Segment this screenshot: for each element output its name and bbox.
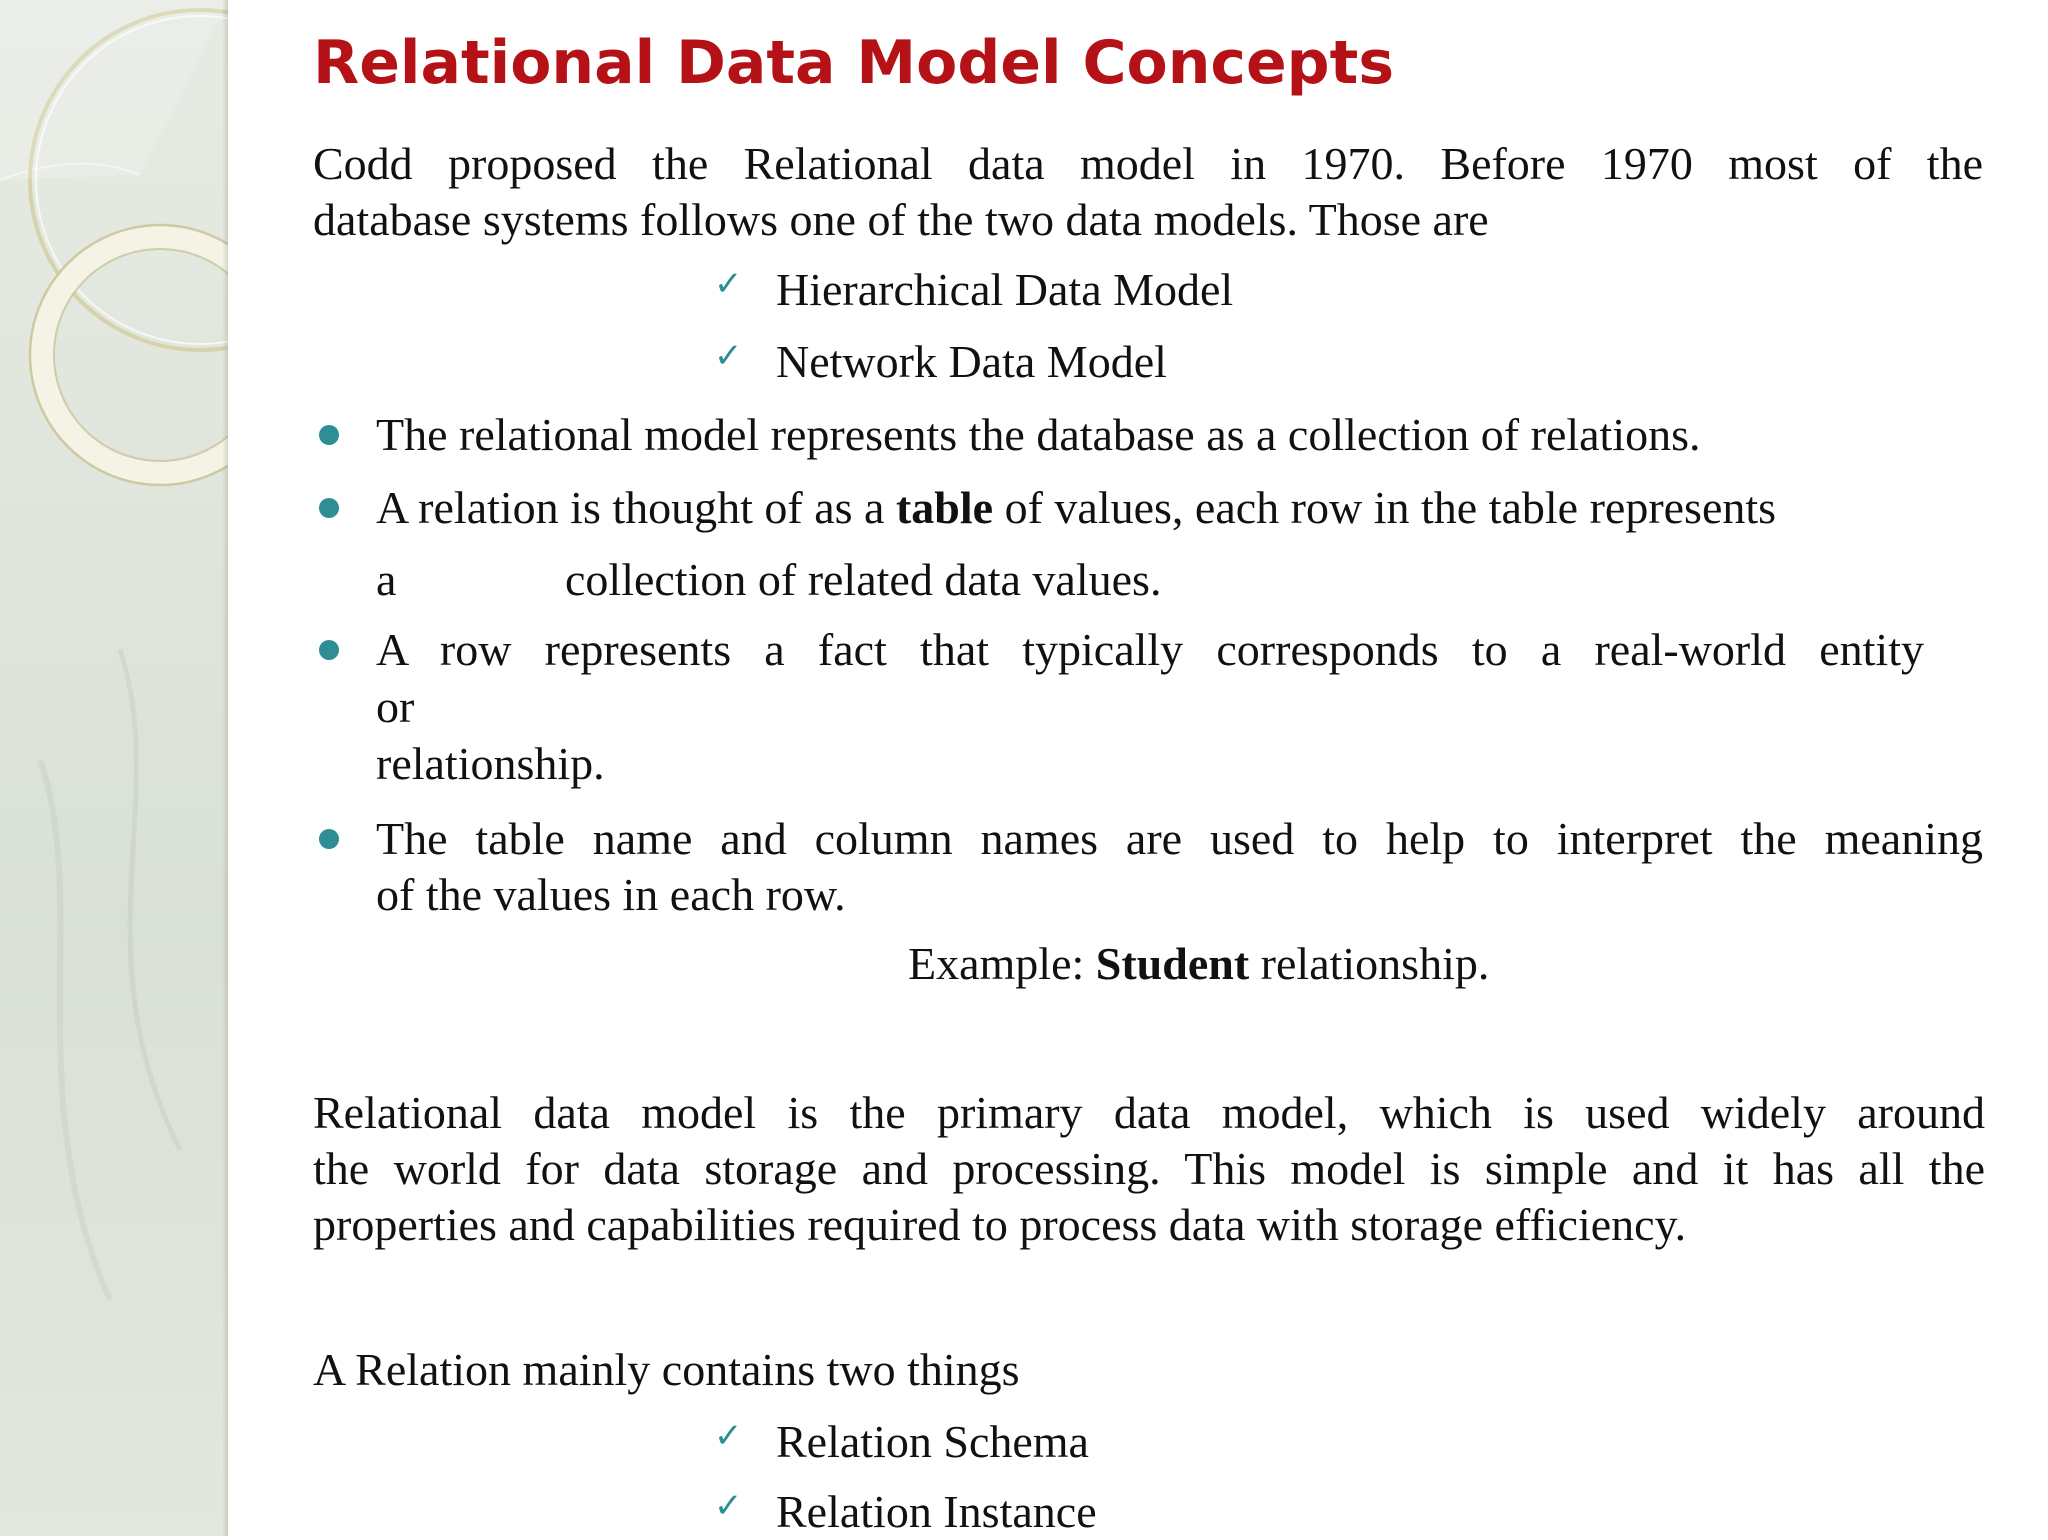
bullet-line: or (376, 681, 415, 732)
relation-part-label: Relation Schema (776, 1416, 1089, 1467)
example-text-bold: Student (1095, 938, 1250, 989)
paragraph-line: properties and capabilities required to process data with storage efficiency. (313, 1199, 1687, 1250)
decorative-sidebar (0, 0, 228, 1536)
check-icon: ✓ (714, 1416, 743, 1456)
bullet-continuation (376, 552, 1983, 608)
bullet-text-part: collection of related data values. (565, 554, 1162, 605)
bullet-text-part: a (376, 554, 397, 605)
example-text: relationship. (1249, 938, 1490, 989)
paragraph-line: Relational data model is the primary data model, which is used widely around (313, 1087, 1985, 1138)
slide-title: Relational Data Model Concepts (313, 28, 1395, 98)
bullet-line: of the values in each row. (376, 869, 846, 920)
bullet-text (376, 622, 1924, 792)
relational-paragraph (313, 1085, 1985, 1253)
bullet-text (376, 811, 1983, 923)
bullet-line: A row represents a fact that typically corresponds to a real-world entity (376, 624, 1924, 675)
bullet-line: The table name and column names are used to help to interpret the meaning (376, 813, 1983, 864)
check-icon: ✓ (714, 1486, 743, 1526)
paragraph-line: the world for data storage and processing. This model is simple and it has all the (313, 1143, 1985, 1194)
bullet-text-bold: table (895, 482, 994, 533)
check-icon: ✓ (714, 264, 743, 304)
example-text: Example: (908, 938, 1096, 989)
intro-line-1: Codd proposed the Relational data model in 1970. Before 1970 most of the (313, 138, 1983, 189)
bullet-text-part: A relation is thought of as a (376, 482, 896, 533)
bullet-dot-icon (319, 425, 339, 445)
bullet-text (376, 480, 1983, 536)
model-label: Network Data Model (776, 336, 1167, 387)
bullet-dot-icon (319, 829, 339, 849)
bullet-dot-icon (319, 498, 339, 518)
decorative-rings (0, 0, 228, 1536)
bullet-dot-icon (319, 640, 339, 660)
intro-paragraph (313, 136, 1983, 248)
intro-line-2: database systems follows one of the two data models. Those are (313, 194, 1489, 245)
bullet-text: The relational model represents the database as a collection of relations. (376, 409, 1701, 460)
model-label: Hierarchical Data Model (776, 264, 1234, 315)
bullet-text-part: of values, each row in the table represents (993, 482, 1777, 533)
check-icon: ✓ (714, 336, 743, 376)
bullet-line: relationship. (376, 738, 605, 789)
ring-small (42, 237, 228, 473)
relation-intro: A Relation mainly contains two things (313, 1344, 1020, 1395)
example-line (908, 936, 1489, 992)
relation-part-label: Relation Instance (776, 1486, 1097, 1537)
